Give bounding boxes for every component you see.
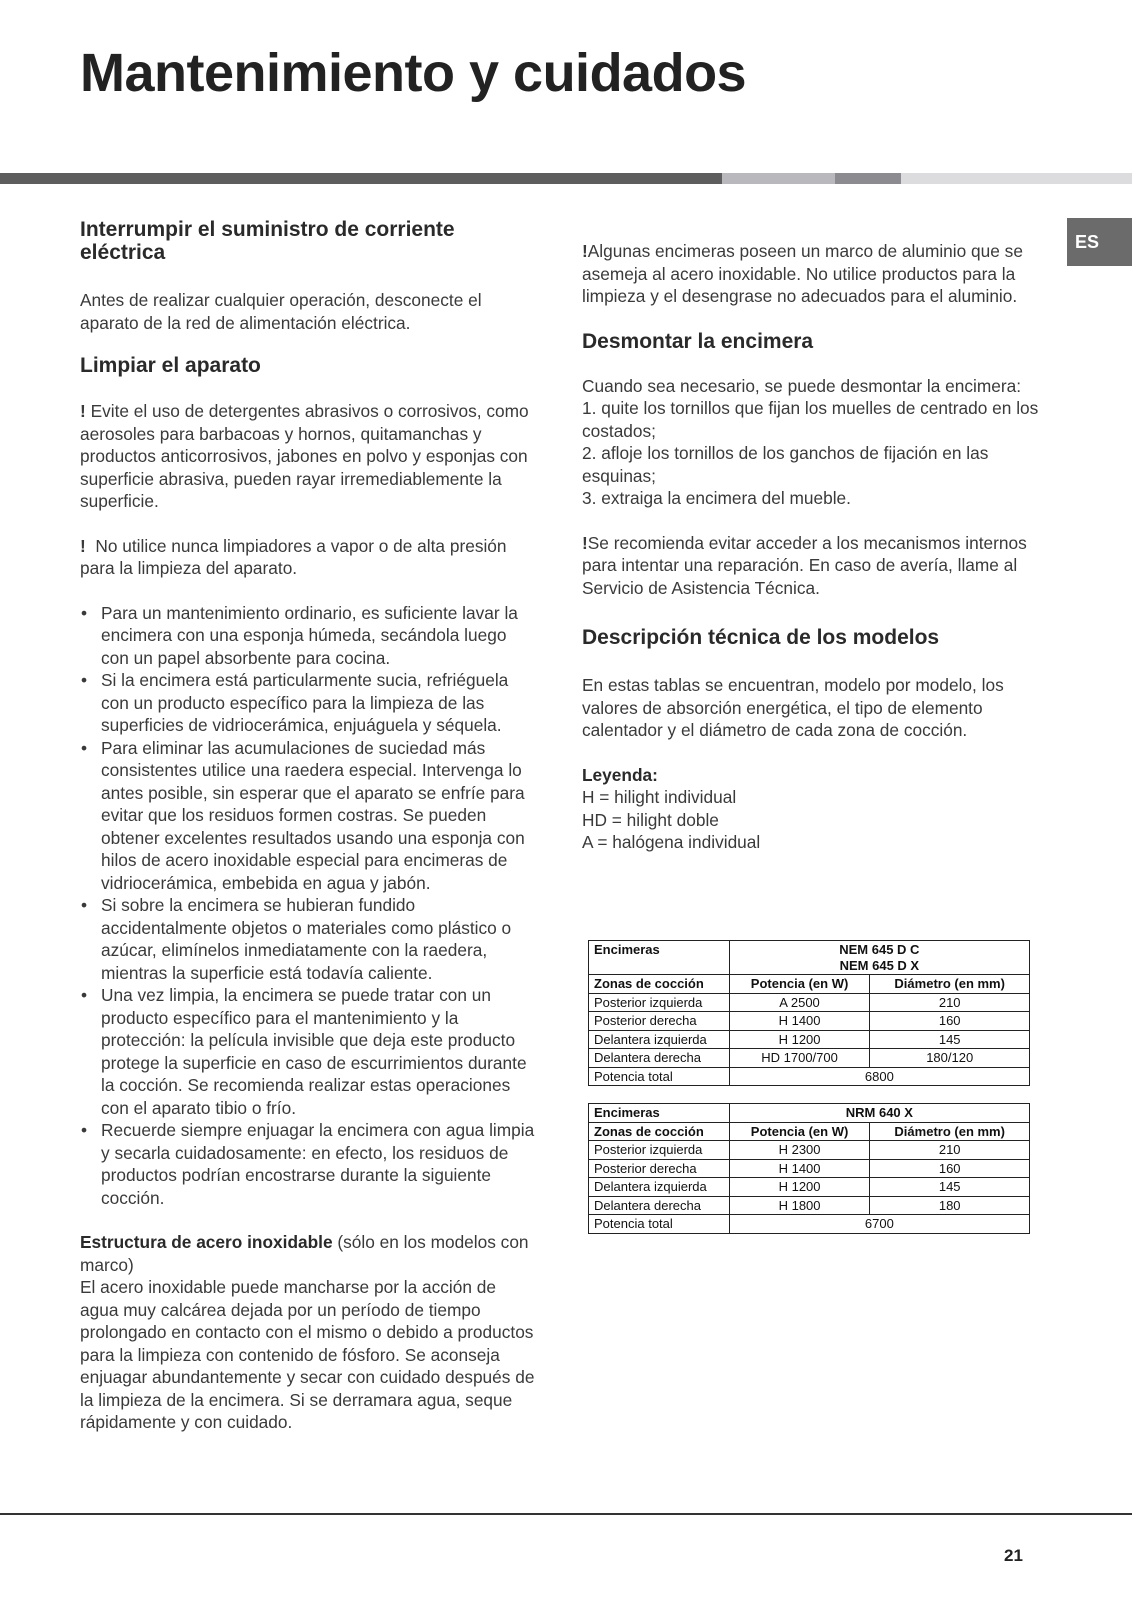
diameter-cell: 145 xyxy=(870,1030,1030,1049)
footer-divider xyxy=(0,1513,1132,1515)
legend-item: A = halógena individual xyxy=(582,832,761,852)
steel-heading xyxy=(80,1231,535,1276)
page-number: 21 xyxy=(1004,1546,1023,1565)
steel-title: Estructura de acero inoxidable xyxy=(80,1232,333,1252)
warning-aluminium xyxy=(582,240,1042,308)
power-cell: H 1400 xyxy=(729,1159,870,1178)
table-row xyxy=(589,1104,1030,1123)
zone-cell: Posterior izquierda xyxy=(589,1141,730,1160)
table-header-row xyxy=(589,1122,1030,1141)
diameter-cell: 180/120 xyxy=(870,1049,1030,1068)
warning-repair-text: Se recomienda evitar acceder a los mecanismos internos para intentar una reparación. En caso de avería, llame al Servicio de Asistencia Técnica. xyxy=(582,532,1027,598)
list-item: • Si la encimera está particularmente sucia, refriéguela con un producto específico para la limpieza de las superficies de vidriocerámica, enjuáguela y séquela. xyxy=(80,669,535,737)
table-header-row xyxy=(589,975,1030,994)
list-item: • Para eliminar las acumulaciones de suciedad más consistentes utilice una raedera especial. Intervenga lo antes posible, sin esperar que el aparato se enfríe para evitar que los residuos formen costras. Se pueden obtener excelentes resultados usando una esponja con hilos de acero inoxidable especial para encimeras de vidriocerámica, embebida en agua y jabón. xyxy=(80,737,535,895)
warning-icon: ! xyxy=(80,535,86,556)
total-label: Potencia total xyxy=(589,1067,730,1086)
header-band-light xyxy=(722,173,835,184)
warning-steam-text: No utilice nunca limpiadores a vapor o de alta presión para la limpieza del aparato. xyxy=(80,535,507,578)
header-band-pale xyxy=(901,173,1132,184)
table-row xyxy=(589,1178,1030,1197)
table-row xyxy=(589,1030,1030,1049)
section-title-cleaning: Limpiar el aparato xyxy=(80,354,261,377)
power-cell: H 1800 xyxy=(729,1196,870,1215)
dismount-step: 1. quite los tornillos que fijan los muelles de centrado en los costados; xyxy=(582,398,1039,441)
table-row xyxy=(589,1141,1030,1160)
table-row xyxy=(589,993,1030,1012)
column-header: Diámetro (en mm) xyxy=(870,1122,1030,1141)
dismount-step: 3. extraiga la encimera del mueble. xyxy=(582,488,851,508)
list-item: • Para un mantenimiento ordinario, es suficiente lavar la encimera con una esponja húmeda, secándola luego con un papel absorbente para cocina. xyxy=(80,602,535,670)
diameter-cell: 180 xyxy=(870,1196,1030,1215)
table-row xyxy=(589,1196,1030,1215)
power-cell: H 1200 xyxy=(729,1030,870,1049)
total-value: 6700 xyxy=(729,1215,1029,1234)
zone-cell: Delantera izquierda xyxy=(589,1178,730,1197)
legend-item: H = hilight individual xyxy=(582,787,737,807)
spec-table-nrm640 xyxy=(588,1103,1030,1234)
warning-abrasive-text: Evite el uso de detergentes abrasivos o corrosivos, como aerosoles para barbacoas y hornos, quitamanchas y productos anticorrosivos, jabones en polvo y esponjas con superficie abrasiva, pueden rayar irremediablemente la superficie. xyxy=(80,401,529,511)
list-item: • Una vez limpia, la encimera se puede tratar con un producto específico para el mantenimiento y la protección: la película invisible que deja este producto protege la superficie en caso de escurrimientos durante la cocción. Se recomienda realizar estas operaciones con el aparato tibio o frío. xyxy=(80,984,535,1119)
warning-abrasive xyxy=(80,400,535,513)
spec-table-nem645 xyxy=(588,940,1030,1086)
language-tab: ES xyxy=(1067,218,1132,266)
power-cell: H 2300 xyxy=(729,1141,870,1160)
table-models xyxy=(729,941,1029,975)
dismount-intro: Cuando sea necesario, se puede desmontar la encimera: xyxy=(582,375,1022,396)
model-name: NEM 645 D X xyxy=(839,957,920,973)
warning-steam xyxy=(80,535,535,580)
section-title-dismount: Desmontar la encimera xyxy=(582,329,814,353)
diameter-cell: 160 xyxy=(870,1159,1030,1178)
dismount-step: 2. afloje los tornillos de los ganchos de fijación en las esquinas; xyxy=(582,443,989,486)
warning-aluminium-text: Algunas encimeras poseen un marco de aluminio que se asemeja al acero inoxidable. No utilice productos para la limpieza y el desengrase no adecuados para el aluminio. xyxy=(582,241,1023,306)
page-title: Mantenimiento y cuidados xyxy=(80,43,747,103)
warning-repair xyxy=(582,532,1042,600)
column-header: Diámetro (en mm) xyxy=(870,975,1030,994)
warning-icon: ! xyxy=(582,241,588,261)
technical-text: En estas tablas se encuentran, modelo por modelo, los valores de absorción energética, el tipo de elemento calentador y el diámetro de cada zona de cocción. xyxy=(582,675,1004,740)
diameter-cell: 210 xyxy=(870,993,1030,1012)
table-row xyxy=(589,1049,1030,1068)
section-title-technical: Descripción técnica de los modelos xyxy=(582,626,940,649)
right-column xyxy=(582,240,1042,854)
total-value: 6800 xyxy=(729,1067,1029,1086)
power-cell: HD 1700/700 xyxy=(729,1049,870,1068)
left-column xyxy=(80,218,535,1434)
table-label-encimeras: Encimeras xyxy=(589,941,730,975)
legend-item: HD = hilight doble xyxy=(582,809,719,830)
legend-title: Leyenda: xyxy=(582,764,658,785)
table-total-row xyxy=(589,1067,1030,1086)
diameter-cell: 160 xyxy=(870,1012,1030,1031)
zone-cell: Delantera derecha xyxy=(589,1049,730,1068)
section-title-power: Interrumpir el suministro de corriente eléctrica xyxy=(80,218,455,264)
header-band-mid xyxy=(835,173,901,184)
zone-cell: Posterior izquierda xyxy=(589,993,730,1012)
table-label-encimeras: Encimeras xyxy=(589,1104,730,1123)
zone-cell: Posterior derecha xyxy=(589,1012,730,1031)
warning-icon: ! xyxy=(80,401,86,421)
total-label: Potencia total xyxy=(589,1215,730,1234)
power-text: Antes de realizar cualquier operación, desconecte el aparato de la red de alimentación eléctrica. xyxy=(80,290,482,333)
steel-note: (sólo en los modelos con marco) xyxy=(80,1232,529,1275)
list-item: • Recuerde siempre enjuagar la encimera con agua limpia y secarla cuidadosamente: en efecto, los residuos de productos podrían encostrarse durante la siguiente cocción. xyxy=(80,1119,535,1209)
table-row xyxy=(589,1012,1030,1031)
diameter-cell: 145 xyxy=(870,1178,1030,1197)
steel-text: El acero inoxidable puede mancharse por la acción de agua muy calcárea dejada por un período de tiempo prolongado en contacto con el mismo o debido a productos para la limpieza con contenido de fósforo. Se aconseja enjuagar abundantemente y secar con cuidado después de la limpieza de la encimera. Si se derramara agua, seque rápidamente y con cuidado. xyxy=(80,1277,535,1432)
model-name: NRM 640 X xyxy=(729,1104,1029,1123)
diameter-cell: 210 xyxy=(870,1141,1030,1160)
table-total-row xyxy=(589,1215,1030,1234)
table-row xyxy=(589,941,1030,975)
zone-cell: Posterior derecha xyxy=(589,1159,730,1178)
power-cell: H 1200 xyxy=(729,1178,870,1197)
column-header: Potencia (en W) xyxy=(729,975,870,994)
list-item: • Si sobre la encimera se hubieran fundido accidentalmente objetos o materiales como plástico o azúcar, elimínelos inmediatamente con la raedera, mientras la superficie está todavía caliente. xyxy=(80,894,535,984)
zone-cell: Delantera derecha xyxy=(589,1196,730,1215)
column-header: Zonas de cocción xyxy=(589,1122,730,1141)
model-name: NEM 645 D C xyxy=(839,942,920,957)
column-header: Zonas de cocción xyxy=(589,975,730,994)
header-band-dark xyxy=(0,173,722,184)
table-row xyxy=(589,1159,1030,1178)
column-header: Potencia (en W) xyxy=(729,1122,870,1141)
warning-icon: ! xyxy=(582,532,588,553)
cleaning-list xyxy=(80,602,535,1210)
power-cell: H 1400 xyxy=(729,1012,870,1031)
zone-cell: Delantera izquierda xyxy=(589,1030,730,1049)
power-cell: A 2500 xyxy=(729,993,870,1012)
